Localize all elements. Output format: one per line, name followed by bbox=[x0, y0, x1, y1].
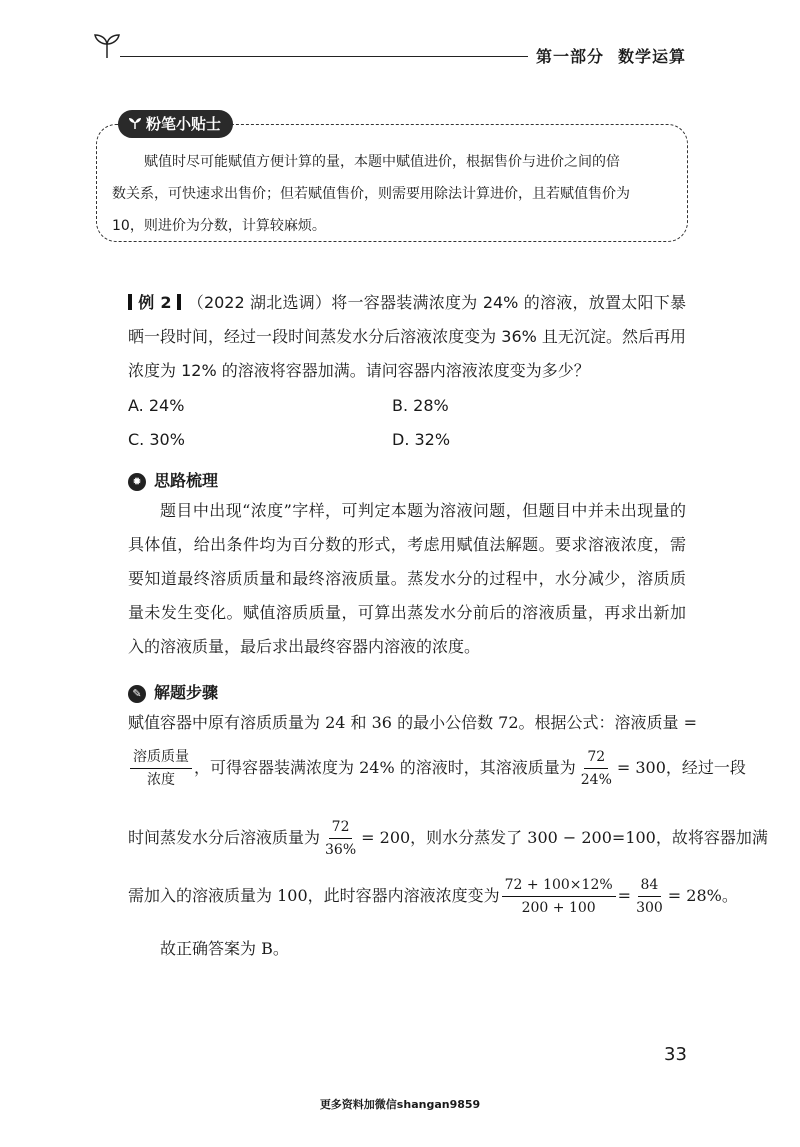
tip-line-1: 赋值时尽可能赋值方便计算的量，本题中赋值进价，根据售价与进价之间的倍 bbox=[144, 154, 620, 170]
sun-icon: ✹ bbox=[128, 473, 146, 491]
fraction-evaporated: $\frac{72}{36\%}$ bbox=[325, 819, 357, 858]
example-question bbox=[128, 286, 686, 388]
sprout-icon bbox=[128, 110, 142, 138]
tip-label-text: 粉笔小贴士 bbox=[146, 115, 222, 133]
example-tag: 例 2 bbox=[128, 293, 187, 312]
example-source: （2022 湖北选调） bbox=[187, 293, 332, 312]
solution-line-1: 赋值容器中原有溶质质量为 24 和 36 的最小公倍数 72。根据公式：溶液质量 = bbox=[128, 713, 698, 732]
option-b: B. 28% bbox=[392, 396, 449, 415]
chapter-part: 第一部分 bbox=[536, 47, 605, 66]
solution-line-2: $\frac{\text{溶质质量}}{\text{浓度}}$ ，可得容器装满浓度为 24% 的溶液时，其溶液质量为 $\frac{72}{24\%}$ = 300，经过一段 bbox=[128, 748, 688, 789]
sprout-icon bbox=[92, 30, 122, 60]
tip-text bbox=[112, 146, 672, 242]
solution-line-3: 时间蒸发水分后溶液质量为 $\frac{72}{36\%}$ = 200，则水分蒸发了 300 − 200=100，故将容器加满 bbox=[128, 819, 768, 858]
option-d: D. 32% bbox=[392, 430, 451, 449]
answer-line: 故正确答案为 B。 bbox=[160, 939, 289, 958]
chapter-title bbox=[536, 44, 686, 67]
analysis-heading: ✹ 思路梳理 bbox=[128, 468, 218, 491]
pencil-icon: ✎ bbox=[128, 685, 146, 703]
fraction-final: $\frac{72 + 100\times 12\%}{200 + 100}$ bbox=[502, 876, 616, 917]
example-text: 将一容器装满浓度为 24% 的溶液，放置太阳下暴晒一段时间，经过一段时间蒸发水分后溶液浓度变为 36% 且无沉淀。然后再用浓度为 12% 的溶液将容器加满。请问容器内溶液浓度变为多少？ bbox=[128, 293, 686, 380]
fraction-result: $\frac{84}{300}$ bbox=[636, 877, 663, 916]
tip-line-3: 10，则进价为分数，计算较麻烦。 bbox=[112, 218, 326, 234]
footer-note: 更多资料加微信shangan9859 bbox=[319, 1098, 481, 1111]
fraction-formula: $\frac{\text{溶质质量}}{\text{浓度}}$ bbox=[130, 748, 192, 789]
solution-line-4: 需加入的溶液质量为 100，此时容器内溶液浓度变为 $\frac{72 + 100\times 12\%}{200 + 100}$ = $\frac{84}{300}$ = 28%。 bbox=[128, 877, 738, 916]
header-rule bbox=[120, 56, 528, 57]
option-a: A. 24% bbox=[128, 396, 185, 415]
tip-line-2: 数关系，可快速求出售价；但若赋值售价，则需要用除法计算进价，且若赋值售价为 bbox=[112, 186, 630, 202]
solution-heading: ✎ 解题步骤 bbox=[128, 680, 218, 703]
fraction-initial: $\frac{72}{24\%}$ bbox=[580, 749, 612, 788]
tip-label bbox=[118, 110, 233, 138]
option-c: C. 30% bbox=[128, 430, 185, 449]
chapter-subject: 数学运算 bbox=[618, 47, 687, 66]
page-number: 33 bbox=[664, 1044, 687, 1065]
analysis-text: 题目中出现“浓度”字样，可判定本题为溶液问题，但题目中并未出现量的具体值，给出条件均为百分数的形式，考虑用赋值法解题。要求溶液浓度，需要知道最终溶质质量和最终溶液质量。蒸发水分的过程中，水分减少，溶质质量未发生变化。赋值溶质质量，可算出蒸发水分前后的溶液质量，再求出新加入的溶液质量，最后求出最终容器内溶液的浓度。 bbox=[128, 501, 686, 656]
